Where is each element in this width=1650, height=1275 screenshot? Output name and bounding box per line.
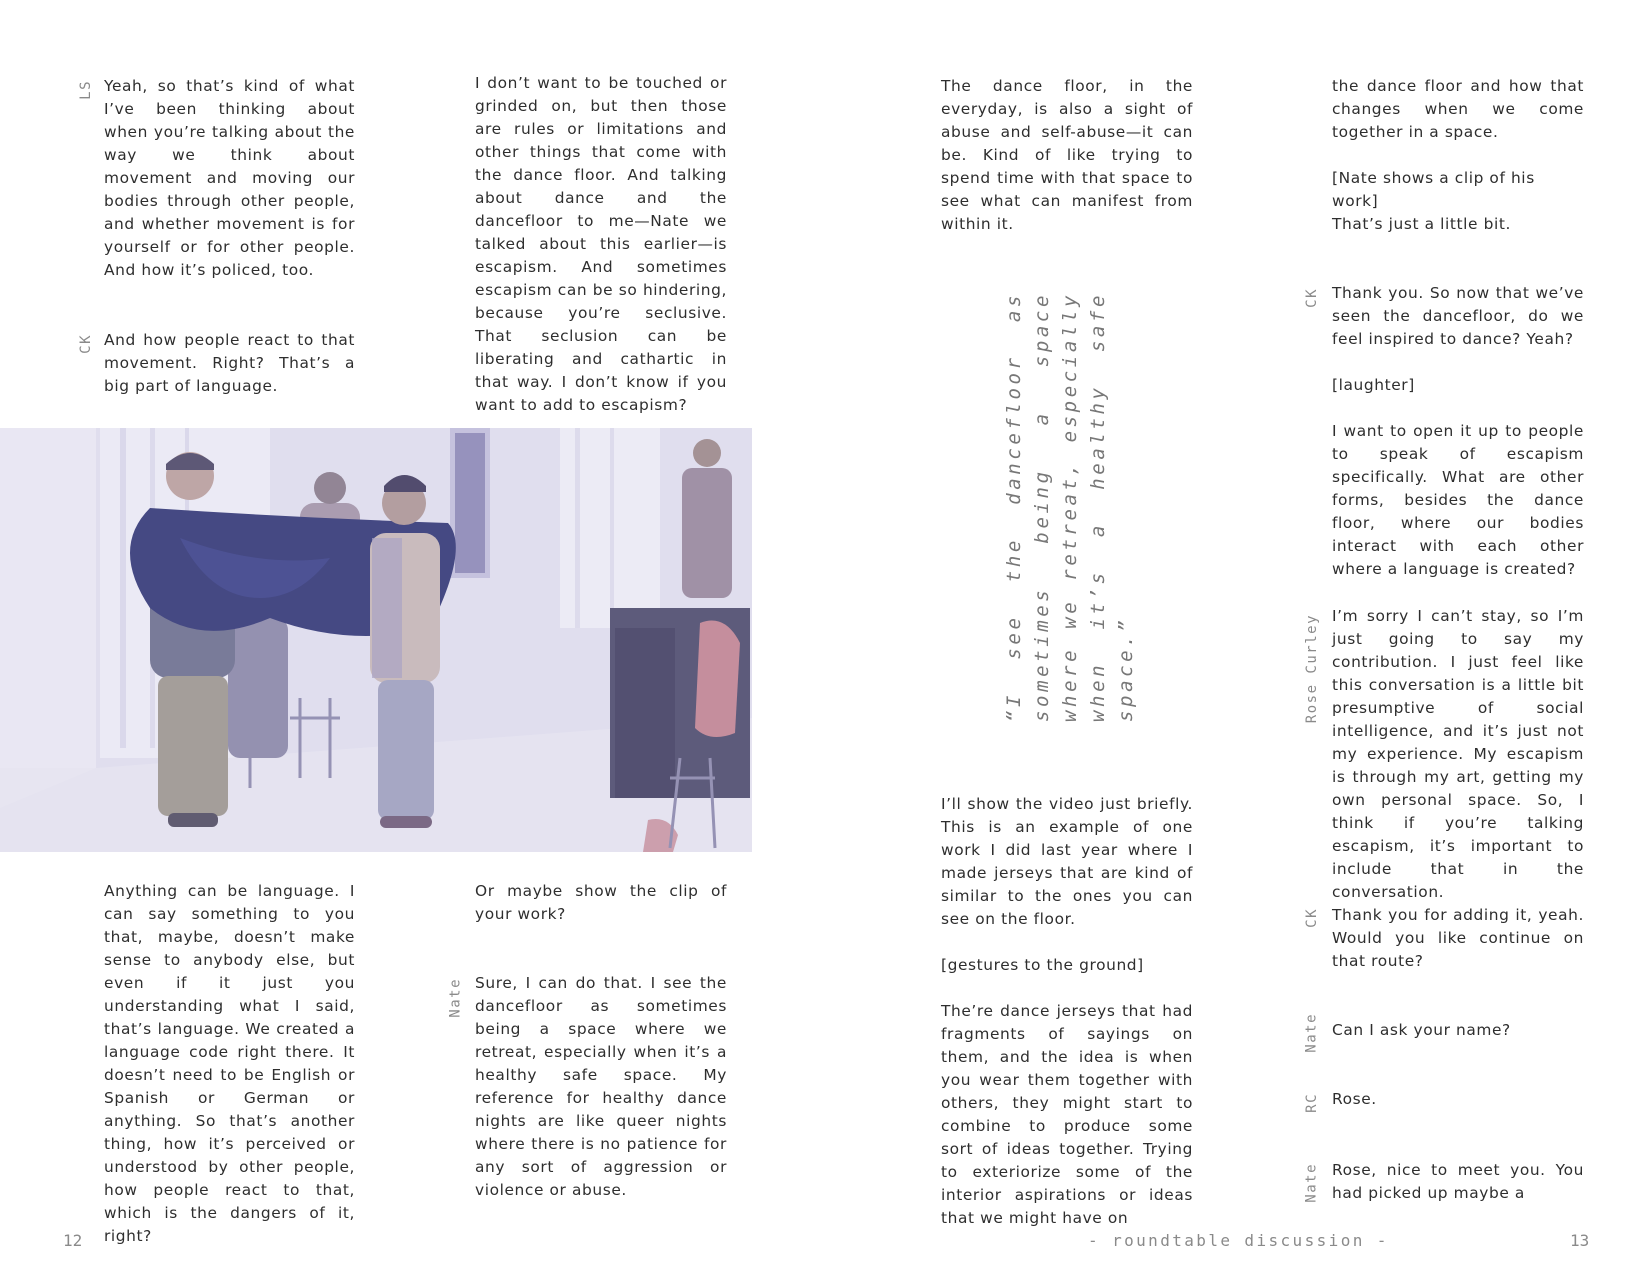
section-footer-title: - roundtable discussion - <box>1088 1231 1389 1250</box>
nate-paragraph: Sure, I can do that. I see the dancefloor as sometimes being a space where we retreat, especially when it’s a healthy safe space. My reference for healthy dance nights are like queer nights where there is no patience for any sort of aggression or violence or abuse. <box>475 974 727 1199</box>
ask-name-paragraph: Can I ask your name? <box>1332 1021 1511 1039</box>
workshop-photo <box>0 428 752 852</box>
little-bit-paragraph: That’s just a little bit. <box>1332 215 1511 233</box>
language-paragraph: Anything can be language. I can say something to you that, maybe, doesn’t make sense to anybody else, but even if it just you understanding what I said, that’s language. We created a language code right there. It doesn’t need to be English or Spanish or German or anything. So that’s another thing, how it’s perceived or understood by other people, how people react to that, which is the dangers of it, right? <box>104 882 355 1245</box>
continuation-paragraph: the dance floor and how that changes when we come together in a space. <box>1332 77 1584 141</box>
page-number-left: 12 <box>63 1231 83 1250</box>
abuse-paragraph: The dance floor, in the everyday, is also a sight of abuse and self-abuse—it can be. Kind of like trying to spend time with that space to see what can manifest from within it. <box>941 77 1193 233</box>
rose-paragraph: I’m sorry I can’t stay, so I’m just going to say my contribution. I just feel like this conversation is a little bit presumptive of social intelligence, and it’s just not my experience. My escapism is through my art, getting my own personal space. So, I think if you’re talking escapism, it’s important to include that in the conversation. <box>1332 607 1584 901</box>
pull-quote: “I see the dancefloor as sometimes being a space where we retreat, especially when it’s a healthy safe space.” <box>1003 292 1137 722</box>
video-paragraph: I’ll show the video just briefly. This is an example of one work I did last year where I made jerseys that are kind of similar to the ones you can see on the floor. <box>941 795 1193 928</box>
escapism-paragraph: I don’t want to be touched or grinded on, but then those are rules or limitations and other things that come with the dance floor. And talking about dance and the dancefloor to me—Nate we talked about this earlier—is escapism. And sometimes escapism can be so hindering, because you’re seclusive. That seclusion can be liberating and cathartic in that way. I don’t know if you want to add to escapism? <box>475 74 727 414</box>
open-up-paragraph: I want to open it up to people to speak of escapism specifically. What are other forms, besides the dance floor, where our bodies interact with each other where a language is created? <box>1332 422 1584 578</box>
ck-paragraph: And how people react to that movement. Right? That’s a big part of language. <box>104 331 355 395</box>
ls-paragraph: Yeah, so that’s kind of what I’ve been thinking about when you’re talking about the way we think about movement and moving our bodies through other people, and whether movement is for yourself or for other people. And how it’s policed, too. <box>104 77 355 279</box>
gestures-paragraph: [gestures to the ground] <box>941 956 1144 974</box>
jersey-paragraph: The’re dance jerseys that had fragments of sayings on them, and the idea is when you wear them together with others, they might start to combine to produce some sort of ideas together. Trying to exteriorize some of the interior aspirations or ideas that we might have on <box>941 1002 1193 1227</box>
laughter-stage-direction: [laughter] <box>1332 376 1415 394</box>
photo-illustration <box>0 428 752 852</box>
clip-stage-direction: [Nate shows a clip of his work] <box>1332 169 1535 210</box>
ck-thank-you-paragraph: Thank you. So now that we’ve seen the dancefloor, do we feel inspired to dance? Yeah? <box>1332 284 1584 348</box>
page-number-right: 13 <box>1570 1231 1590 1250</box>
pull-quote-box <box>1000 292 1137 722</box>
rose-name-paragraph: Rose. <box>1332 1090 1377 1108</box>
nice-to-meet-paragraph: Rose, nice to meet you. You had picked up maybe a <box>1332 1161 1584 1202</box>
ck-adding-paragraph: Thank you for adding it, yeah. Would you like continue on that route? <box>1332 906 1584 970</box>
show-clip-paragraph: Or maybe show the clip of your work? <box>475 882 727 923</box>
